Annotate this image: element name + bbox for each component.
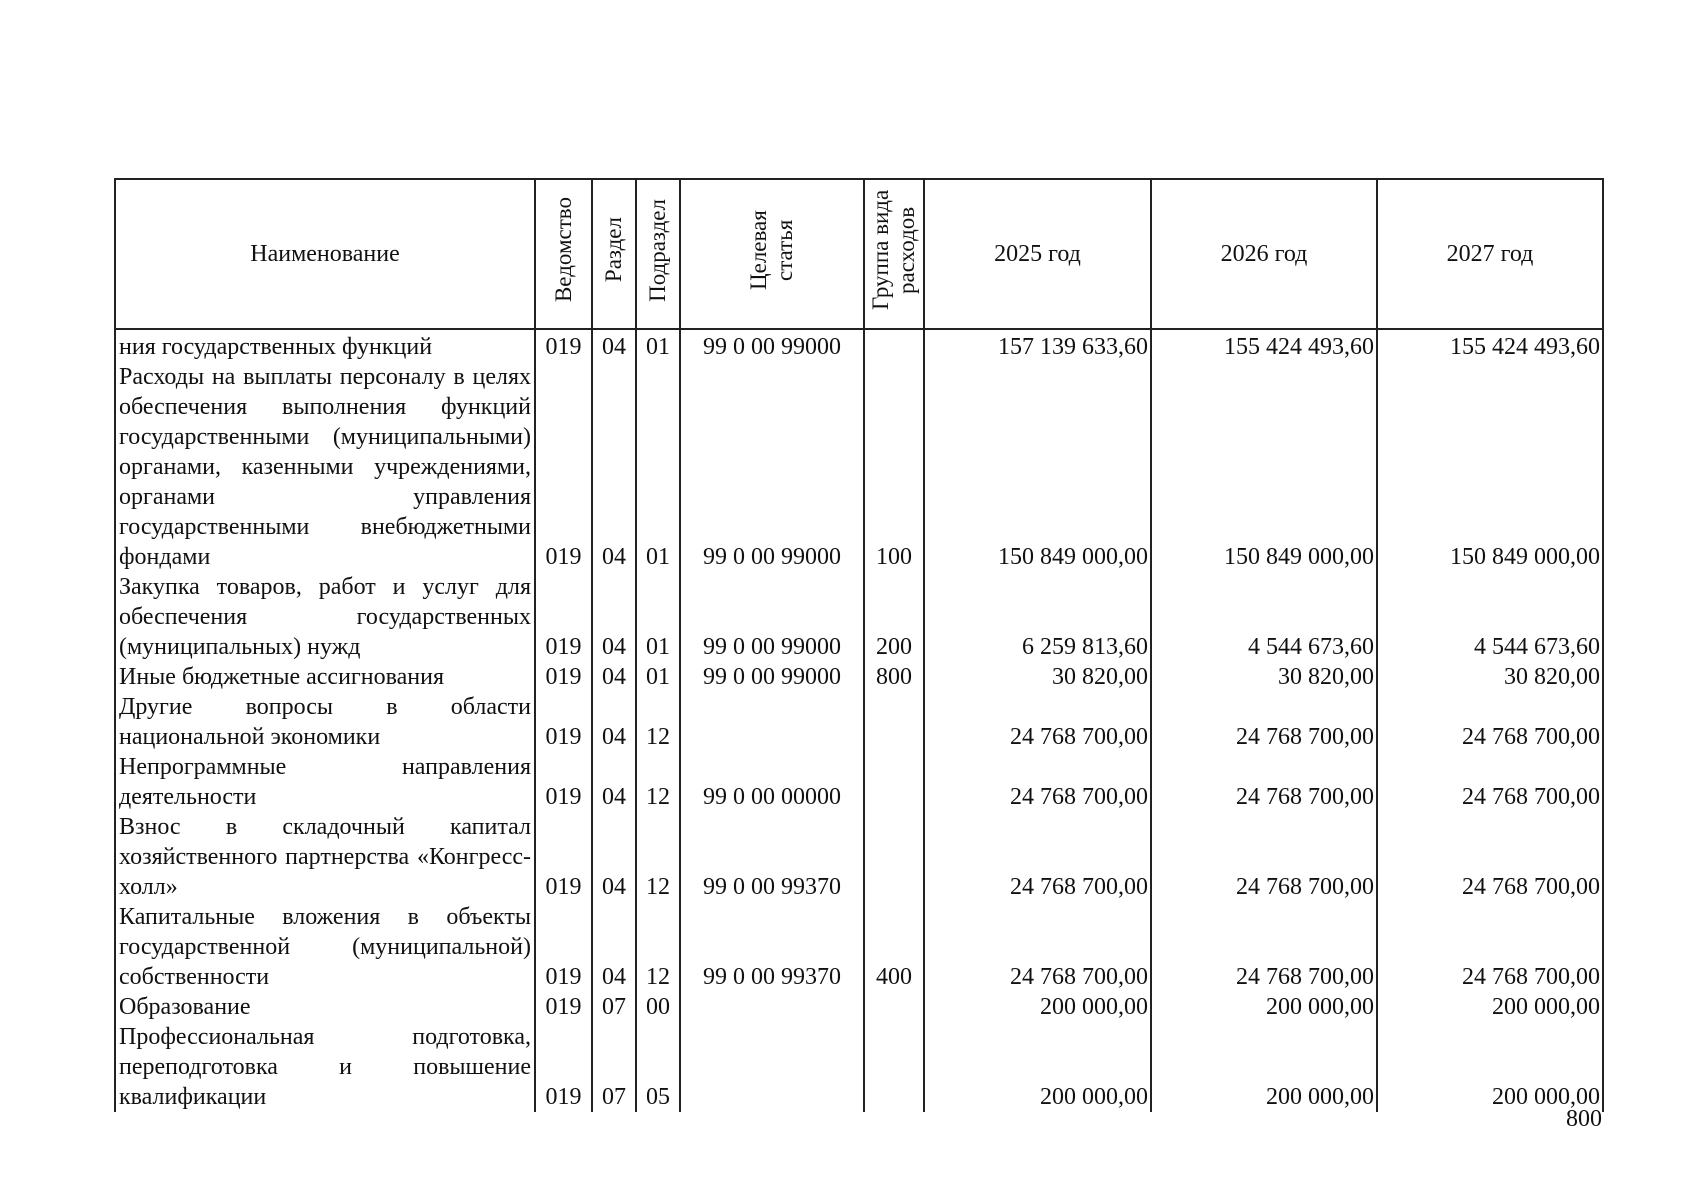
cell-podr: 01: [636, 572, 680, 662]
cell-grp: [864, 1022, 924, 1112]
cell-y2025: 150 849 000,00: [924, 362, 1151, 572]
cell-y2026: 155 424 493,60: [1151, 329, 1377, 362]
cell-y2026: 4 544 673,60: [1151, 572, 1377, 662]
cell-name: Другие вопросы в области национальной экономики: [115, 692, 535, 752]
cell-name: Иные бюджетные ассигнования: [115, 662, 535, 692]
cell-y2025: 24 768 700,00: [924, 752, 1151, 812]
cell-y2027: 24 768 700,00: [1377, 752, 1603, 812]
cell-razd: 04: [592, 902, 636, 992]
cell-y2026: 200 000,00: [1151, 1022, 1377, 1112]
cell-cel: [680, 992, 864, 1022]
header-podrazdel-label: Подраздел: [645, 198, 670, 302]
cell-ved: 019: [535, 362, 592, 572]
header-name-label: Наименование: [250, 241, 400, 267]
cell-cel: 99 0 00 99370: [680, 902, 864, 992]
cell-grp: 400: [864, 902, 924, 992]
cell-ved: 019: [535, 572, 592, 662]
cell-y2027: 24 768 700,00: [1377, 902, 1603, 992]
table-row: [115, 572, 1603, 662]
cell-y2027: 200 000,00: [1377, 1022, 1603, 1112]
cell-ved: 019: [535, 1022, 592, 1112]
cell-ved: 019: [535, 752, 592, 812]
cell-cel: 99 0 00 99000: [680, 572, 864, 662]
cell-y2027: 4 544 673,60: [1377, 572, 1603, 662]
cell-y2027: 150 849 000,00: [1377, 362, 1603, 572]
table-row: [115, 662, 1603, 692]
table-row: [115, 362, 1603, 572]
cell-cel: 99 0 00 99370: [680, 812, 864, 902]
cell-razd: 07: [592, 992, 636, 1022]
cell-y2026: 150 849 000,00: [1151, 362, 1377, 572]
cell-cel: 99 0 00 99000: [680, 362, 864, 572]
cell-y2025: 200 000,00: [924, 1022, 1151, 1112]
header-2025: [924, 179, 1151, 329]
cell-y2027: 30 820,00: [1377, 662, 1603, 692]
cell-razd: 04: [592, 752, 636, 812]
header-2027-label: 2027 год: [1446, 241, 1534, 267]
table-row: [115, 992, 1603, 1022]
header-vedomstvo-label: Ведомство: [550, 197, 576, 303]
header-celevaya: [680, 179, 864, 329]
cell-name: ния государственных функций: [115, 329, 535, 362]
table-row: [115, 752, 1603, 812]
header-celevaya-label: Целевая статья: [746, 210, 797, 290]
cell-razd: 04: [592, 692, 636, 752]
cell-podr: 12: [636, 692, 680, 752]
cell-grp: 800: [864, 662, 924, 692]
cell-grp: [864, 692, 924, 752]
cell-razd: 04: [592, 362, 636, 572]
table-row: [115, 1022, 1603, 1112]
cell-y2025: 24 768 700,00: [924, 812, 1151, 902]
cell-razd: 07: [592, 1022, 636, 1112]
cell-grp: [864, 812, 924, 902]
cell-ved: 019: [535, 992, 592, 1022]
cell-ved: 019: [535, 692, 592, 752]
header-gruppa-label: Группа вида расходов: [868, 189, 919, 311]
cell-cel: 99 0 00 00000: [680, 752, 864, 812]
cell-razd: 04: [592, 572, 636, 662]
cell-cel: 99 0 00 99000: [680, 662, 864, 692]
cell-name: Капитальные вложения в объекты государственной (муниципальной) собственности: [115, 902, 535, 992]
cell-cel: [680, 692, 864, 752]
header-vedomstvo: [535, 179, 592, 329]
header-2027: [1377, 179, 1603, 329]
cell-cel: 99 0 00 99000: [680, 329, 864, 362]
cell-cel: [680, 1022, 864, 1112]
cell-podr: 12: [636, 812, 680, 902]
table-body: [115, 329, 1603, 1112]
cell-ved: 019: [535, 902, 592, 992]
cell-podr: 12: [636, 752, 680, 812]
cell-name: Взнос в складочный капитал хозяйственного партнерства «Конгресс-холл»: [115, 812, 535, 902]
cell-razd: 04: [592, 662, 636, 692]
cell-name: Непрограммные направления деятельности: [115, 752, 535, 812]
cell-grp: 200: [864, 572, 924, 662]
page-number: 800: [1566, 1106, 1602, 1132]
cell-ved: 019: [535, 812, 592, 902]
header-razdel-label: Раздел: [601, 217, 626, 283]
cell-name: Образование: [115, 992, 535, 1022]
table-row: [115, 902, 1603, 992]
cell-podr: 01: [636, 662, 680, 692]
cell-podr: 00: [636, 992, 680, 1022]
budget-table: [114, 178, 1604, 1112]
cell-y2027: 200 000,00: [1377, 992, 1603, 1022]
cell-y2026: 24 768 700,00: [1151, 902, 1377, 992]
cell-podr: 05: [636, 1022, 680, 1112]
cell-name: Расходы на выплаты персоналу в целях обеспечения выполнения функций государственными (муниципальными) органами, казенными учреждениями, органами управления государственными внебюджетными фондами: [115, 362, 535, 572]
cell-y2025: 30 820,00: [924, 662, 1151, 692]
cell-name: Закупка товаров, работ и услуг для обеспечения государственных (муниципальных) нужд: [115, 572, 535, 662]
table-row: [115, 329, 1603, 362]
cell-podr: 12: [636, 902, 680, 992]
budget-sheet: [114, 178, 1602, 1112]
cell-razd: 04: [592, 329, 636, 362]
cell-y2025: 24 768 700,00: [924, 692, 1151, 752]
table-header-row: [115, 179, 1603, 329]
cell-podr: 01: [636, 362, 680, 572]
cell-y2025: 24 768 700,00: [924, 902, 1151, 992]
cell-y2026: 24 768 700,00: [1151, 692, 1377, 752]
header-gruppa: [864, 179, 924, 329]
cell-ved: 019: [535, 329, 592, 362]
table-row: [115, 812, 1603, 902]
cell-y2026: 30 820,00: [1151, 662, 1377, 692]
cell-y2025: 6 259 813,60: [924, 572, 1151, 662]
cell-y2027: 24 768 700,00: [1377, 812, 1603, 902]
cell-grp: [864, 752, 924, 812]
table-row: [115, 692, 1603, 752]
header-2026-label: 2026 год: [1220, 241, 1308, 267]
header-2025-label: 2025 год: [994, 241, 1081, 267]
header-2026: [1151, 179, 1377, 329]
cell-y2025: 157 139 633,60: [924, 329, 1151, 362]
cell-y2026: 24 768 700,00: [1151, 752, 1377, 812]
header-name: [115, 179, 535, 329]
cell-grp: [864, 329, 924, 362]
cell-y2026: 24 768 700,00: [1151, 812, 1377, 902]
cell-y2027: 155 424 493,60: [1377, 329, 1603, 362]
header-razdel: [592, 179, 636, 329]
cell-ved: 019: [535, 662, 592, 692]
cell-name: Профессиональная подготовка, переподготовка и повышение квалификации: [115, 1022, 535, 1112]
cell-grp: [864, 992, 924, 1022]
cell-y2025: 200 000,00: [924, 992, 1151, 1022]
header-podrazdel: [636, 179, 680, 329]
cell-razd: 04: [592, 812, 636, 902]
cell-y2026: 200 000,00: [1151, 992, 1377, 1022]
cell-grp: 100: [864, 362, 924, 572]
cell-y2027: 24 768 700,00: [1377, 692, 1603, 752]
cell-podr: 01: [636, 329, 680, 362]
